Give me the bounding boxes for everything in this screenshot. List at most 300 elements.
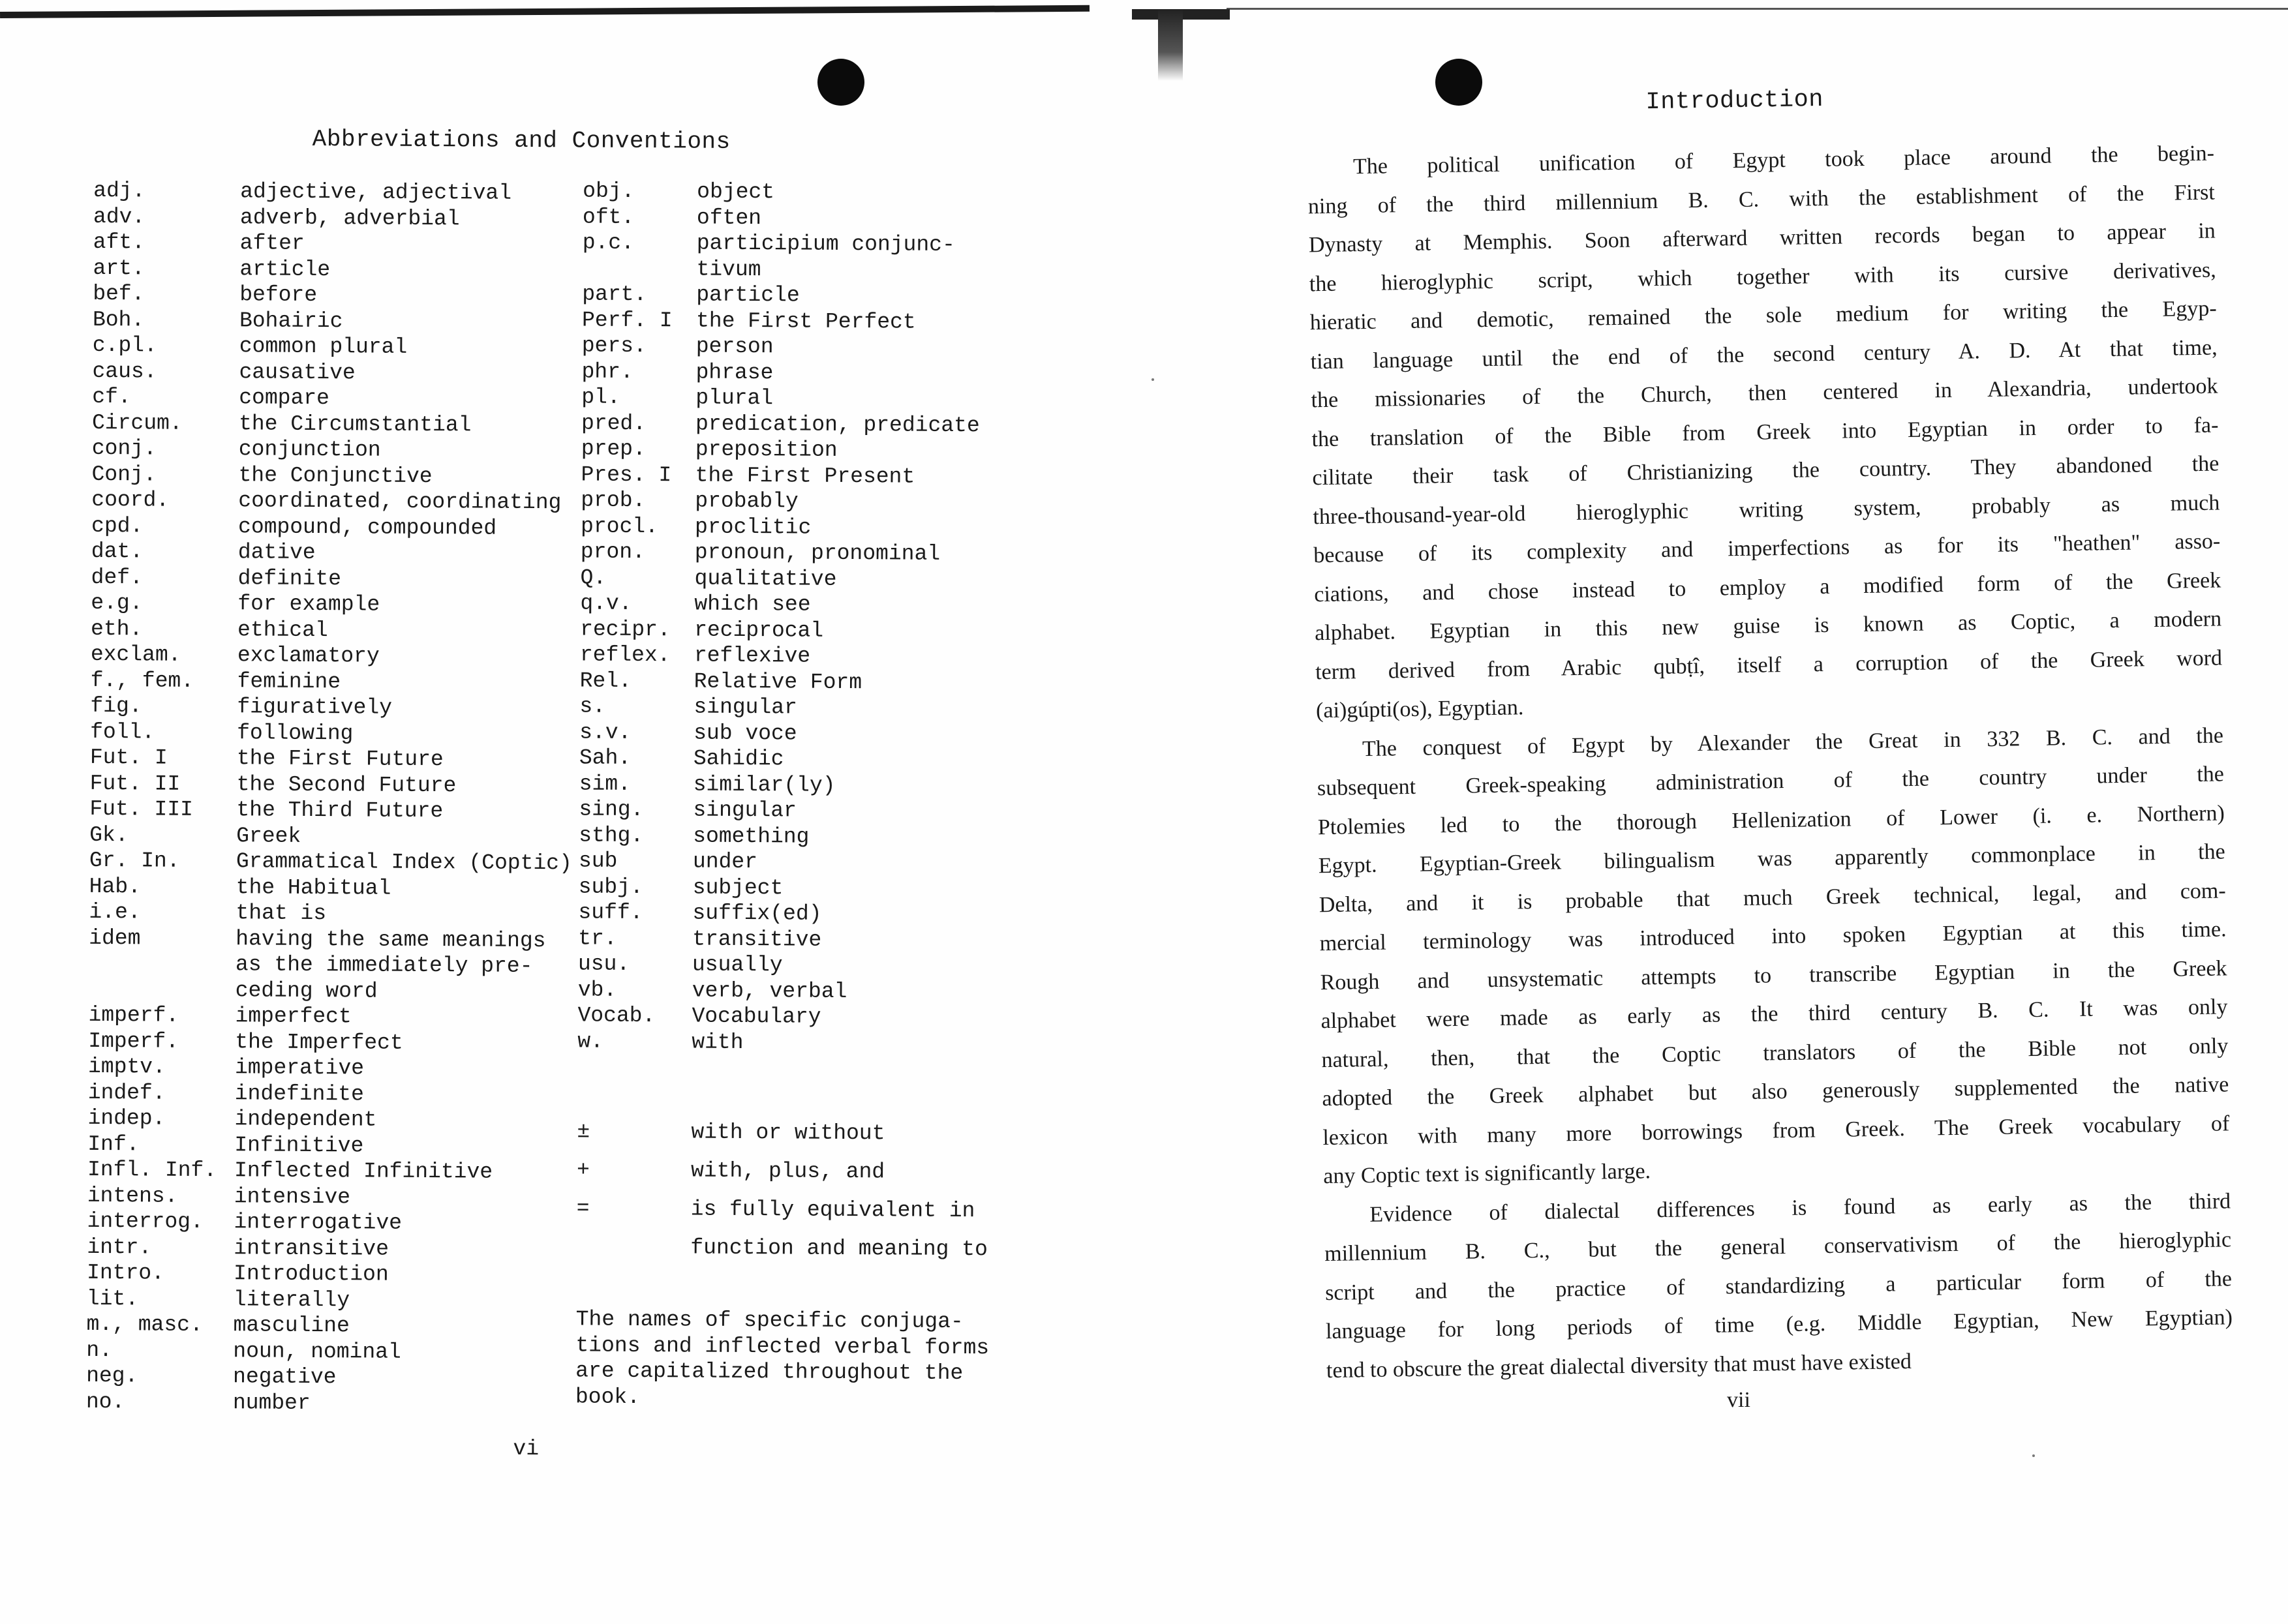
abbreviation-meaning: imperfect [235, 1004, 352, 1029]
abbreviation-meaning: the First Perfect [695, 308, 916, 335]
introduction-body [1307, 134, 2234, 1391]
text-line: alphabet. Egyptian in this new guise is known as Coptic, a modern [1314, 607, 2222, 646]
abbreviation-row [88, 1079, 571, 1108]
abbreviation-meaning: compound, compounded [237, 514, 497, 541]
abbreviation-term: Gk. [89, 822, 129, 847]
conventions-note: The names of specific conjuga- tions and inflected verbal forms are capitalized throughout the book. [575, 1307, 990, 1409]
page-number-left: vi [513, 1436, 540, 1462]
abbreviation-meaning: preposition [695, 437, 838, 462]
text-line: tian language until the end of the second century A. D. At that time, [1310, 335, 2218, 374]
abbreviation-row [583, 230, 981, 258]
abbreviation-meaning: article [239, 256, 331, 282]
abbreviation-term: prep. [581, 436, 646, 462]
abbreviation-meaning: Greek [236, 823, 301, 849]
abbreviation-meaning: probably [695, 489, 799, 514]
abbreviation-term: Hab. [89, 874, 142, 899]
abbreviation-term: Vocab. [577, 1003, 656, 1029]
abbreviation-meaning: negative [233, 1364, 337, 1390]
abbreviation-meaning: the First Present [695, 463, 915, 489]
abbreviation-term: coord. [91, 487, 170, 513]
abbreviation-meaning: the Imperfect [235, 1029, 403, 1055]
abbreviation-meaning: coordinated, coordinating [238, 489, 562, 515]
abbreviation-row [579, 719, 978, 747]
abbreviation-term: Q. [580, 565, 607, 590]
introduction-title: Introduction [1645, 85, 1824, 117]
abbreviation-term: Infl. Inf. [87, 1157, 217, 1183]
abbreviation-row [87, 1286, 570, 1314]
text-line: The political unification of Egypt took place around the begin- [1352, 141, 2215, 179]
abbreviation-meaning: function and meaning to [690, 1235, 988, 1262]
abbreviation-term: Imperf. [88, 1029, 179, 1054]
abbreviation-term: c.pl. [92, 333, 157, 358]
abbreviation-term: foll. [90, 719, 155, 744]
left-page [0, 0, 1076, 1624]
abbreviation-meaning: which see [694, 592, 811, 617]
abbreviation-row [91, 616, 573, 644]
abbreviation-row [86, 1389, 569, 1417]
abbreviation-term: pron. [580, 539, 645, 565]
abbreviation-row [581, 436, 980, 464]
abbreviation-term: Conj. [91, 462, 157, 487]
abbreviation-term: = [576, 1196, 590, 1221]
abbreviation-row [91, 487, 574, 516]
abbreviation-meaning: the Conjunctive [238, 462, 433, 489]
abbreviation-term [576, 1227, 690, 1267]
abbreviation-term: m., masc. [86, 1312, 203, 1337]
abbreviation-meaning: Bohairic [239, 308, 343, 333]
abbreviation-meaning: figuratively [237, 695, 393, 720]
abbreviation-term: p.c. [582, 230, 635, 255]
abbreviation-column-2 [577, 178, 981, 1057]
abbreviation-term: w. [577, 1029, 603, 1054]
abbreviation-row [91, 539, 574, 567]
abbreviation-row [578, 951, 977, 979]
abbreviation-term: bef. [93, 281, 145, 307]
abbreviation-meaning: object [697, 179, 775, 205]
text-line: because of its complexity and imperfections as for its "heathen" asso- [1313, 529, 2221, 568]
abbreviation-meaning: imperative [234, 1055, 365, 1081]
abbreviation-row [88, 1054, 571, 1083]
abbreviation-row [91, 461, 574, 490]
abbreviation-term: usu. [577, 952, 630, 976]
abbreviation-term: indep. [87, 1105, 166, 1131]
abbreviation-meaning: common plural [239, 334, 408, 359]
text-line: language for long periods of time (e.g. Middle Egyptian, New Egyptian) [1325, 1305, 2233, 1344]
abbreviation-meaning: is fully equivalent in [690, 1197, 975, 1224]
abbreviation-row [579, 874, 977, 902]
abbreviation-meaning: with [692, 1030, 744, 1055]
abbreviation-term: n. [86, 1338, 113, 1362]
abbreviation-term: q.v. [580, 591, 632, 616]
abbreviation-meaning: participium conjunc- [696, 231, 955, 257]
symbol-row [577, 1189, 988, 1230]
abbreviation-row [91, 513, 574, 541]
text-line: tend to obscure the great dialectal diversity that must have existed [1326, 1349, 1912, 1383]
abbreviation-row [89, 899, 572, 928]
text-line: lexicon with many more borrowings from Greek. The Greek vocabulary of [1322, 1111, 2230, 1150]
abbreviation-row [583, 178, 981, 206]
abbreviation-row [580, 565, 979, 593]
abbreviation-meaning: with, plus, and [690, 1158, 885, 1184]
scan-speck [1152, 378, 1154, 381]
abbreviation-term: imptv. [87, 1054, 166, 1079]
abbreviation-row [87, 1260, 570, 1289]
abbreviation-row [582, 307, 981, 335]
abbreviation-row [89, 925, 572, 954]
abbreviation-row [581, 539, 979, 567]
abbreviation-meaning: intensive [234, 1184, 351, 1209]
abbreviation-term: Perf. I [581, 307, 673, 333]
abbreviation-term [582, 256, 696, 282]
abbreviation-column-1 [86, 178, 576, 1417]
page-number-right: vii [1727, 1388, 1750, 1412]
text-line: the translation of the Bible from Greek into Egyptian in order to fa- [1311, 412, 2219, 451]
abbreviation-meaning: having the same meanings [236, 926, 546, 953]
abbreviation-meaning: ethical [237, 617, 328, 642]
abbreviation-meaning: reciprocal [694, 618, 824, 643]
text-line: the missionaries of the Church, then centered in Alexandria, undertook [1311, 374, 2218, 413]
abbreviation-meaning: intransitive [234, 1235, 389, 1261]
abbreviation-row [581, 513, 979, 541]
abbreviation-meaning: adverb, adverbial [239, 205, 460, 231]
abbreviation-term: sing. [579, 797, 644, 822]
abbreviation-term: Intro. [86, 1260, 165, 1286]
abbreviation-row [86, 1312, 569, 1340]
abbreviation-meaning: sub voce [694, 721, 797, 745]
abbreviation-term: part. [582, 282, 647, 307]
abbreviation-meaning: as the immediately pre- [235, 952, 533, 979]
abbreviation-term: no. [85, 1389, 125, 1414]
abbreviation-term: tr. [578, 925, 617, 951]
abbreviation-meaning: interrogative [234, 1210, 403, 1235]
text-line: subsequent Greek-speaking administration of the country under the [1317, 762, 2225, 801]
abbreviation-row [93, 178, 576, 207]
abbreviation-row [87, 1157, 570, 1186]
abbreviation-term: reflex. [579, 642, 671, 668]
abbreviation-term: subj. [578, 874, 643, 899]
abbreviation-meaning: plural [695, 385, 774, 411]
text-line: the hieroglyphic script, which together with its cursive derivatives, [1309, 257, 2216, 296]
abbreviation-meaning: exclamatory [237, 643, 380, 669]
abbreviation-term: s. [579, 694, 606, 719]
abbreviation-term: e.g. [91, 590, 143, 616]
abbreviation-meaning: Inflected Infinitive [234, 1158, 493, 1184]
text-line: any Coptic text is significantly large. [1323, 1159, 1651, 1189]
abbreviation-row [579, 796, 977, 824]
abbreviation-row [89, 796, 572, 825]
symbol-row [577, 1112, 988, 1153]
abbreviation-row [89, 873, 572, 902]
abbreviation-row [89, 822, 572, 850]
abbreviation-row [93, 203, 576, 232]
abbreviation-row [581, 410, 980, 438]
text-line: Dynasty at Memphis. Soon afterward written records began to appear in [1308, 218, 2216, 258]
abbreviation-term: Pres. I [581, 462, 672, 487]
abbreviation-row [580, 668, 979, 696]
abbreviation-term: lit. [86, 1286, 139, 1311]
abbreviation-term: aft. [93, 230, 145, 255]
abbreviation-meaning: Grammatical Index (Coptic) [236, 849, 572, 876]
abbreviation-term: i.e. [89, 899, 141, 925]
abbreviation-row [93, 333, 575, 361]
abbreviation-meaning: Introduction [233, 1261, 389, 1287]
abbreviation-meaning: Infinitive [234, 1132, 364, 1158]
abbreviation-meaning: tivum [696, 257, 761, 282]
text-line: The conquest of Egypt by Alexander the Great in 332 B. C. and the [1362, 723, 2224, 761]
abbreviation-meaning: predication, predicate [695, 412, 980, 438]
abbreviation-term: cf. [92, 384, 131, 410]
abbreviation-term: art. [93, 256, 145, 280]
abbreviation-meaning: compare [239, 385, 330, 411]
text-line: Rough and unsystematic attempts to transcribe Egyptian in the Greek [1320, 955, 2227, 995]
abbreviation-row [579, 822, 977, 850]
text-line: Egypt. Egyptian-Greek bilingualism was apparently commonplace in the [1318, 839, 2225, 879]
abbreviation-meaning: adjective, adjectival [240, 179, 512, 205]
abbreviation-row [90, 693, 573, 722]
abbreviation-meaning: ceding word [235, 978, 378, 1004]
abbreviation-term: adv. [93, 204, 145, 229]
abbreviation-meaning: causative [239, 359, 356, 385]
abbreviation-meaning: proclitic [694, 515, 812, 540]
abbreviation-meaning: independent [234, 1107, 377, 1132]
symbol-row [577, 1150, 988, 1192]
abbreviation-term: fig. [90, 693, 142, 719]
abbreviation-meaning: feminine [237, 669, 341, 694]
abbreviation-meaning: the First Future [236, 746, 444, 772]
abbreviation-term: procl. [580, 513, 659, 539]
abbreviation-row [582, 333, 981, 361]
right-page [1279, 0, 2288, 1617]
abbreviation-row [583, 204, 981, 232]
text-line: natural, then, that the Coptic translators of the Bible not only [1321, 1033, 2229, 1072]
abbreviation-term: neg. [86, 1363, 138, 1389]
abbreviation-row [580, 642, 979, 670]
abbreviation-row [581, 487, 979, 515]
text-line: ning of the third millennium B. C. with the establishment of the First [1307, 180, 2216, 218]
abbreviation-row [92, 436, 575, 464]
abbreviation-term: exclam. [90, 642, 181, 667]
abbreviation-term: caus. [92, 359, 157, 383]
abbreviation-row [579, 693, 978, 721]
abbreviation-meaning: suffix(ed) [692, 901, 822, 926]
abbreviation-meaning: Vocabulary [692, 1004, 821, 1029]
abbreviation-row [87, 1209, 570, 1237]
abbreviation-row [578, 977, 977, 1005]
abbreviation-row [581, 462, 979, 490]
abbreviation-meaning: qualitative [694, 566, 837, 592]
abbreviation-term: s.v. [579, 719, 632, 745]
abbreviation-term: intens. [87, 1183, 178, 1209]
text-line: millennium B. C., but the general conservativism of the hieroglyphic [1324, 1227, 2232, 1267]
abbreviation-meaning: the Circumstantial [238, 411, 472, 437]
abbreviation-row [579, 848, 977, 876]
text-line: script and the practice of standardizing a particular form of the [1324, 1266, 2233, 1305]
text-line: adopted the Greek alphabet but also generously supplemented the native [1322, 1072, 2229, 1111]
abbreviation-meaning: particle [696, 282, 800, 308]
abbreviation-row [579, 745, 978, 773]
abbreviation-row [87, 1234, 570, 1263]
abbreviation-meaning: often [696, 205, 762, 230]
abbreviation-row [577, 1029, 976, 1057]
scan-speck [2032, 1454, 2035, 1457]
abbreviation-meaning: definite [237, 565, 342, 591]
text-line: Ptolemies led to the thorough Hellenization of Lower (i. e. Northern) [1317, 800, 2225, 839]
abbreviation-row [88, 1028, 571, 1057]
abbreviation-meaning: something [693, 824, 810, 849]
abbreviation-meaning: number [232, 1390, 311, 1415]
abbreviation-term: sub [578, 849, 618, 873]
abbreviation-term: pred. [581, 410, 647, 436]
abbreviation-term [89, 976, 236, 1003]
abbreviation-row [91, 564, 573, 593]
abbreviation-term: f., fem. [90, 668, 194, 693]
abbreviation-term: pl. [581, 385, 620, 410]
abbreviation-term: eth. [91, 616, 143, 641]
abbreviation-row [90, 770, 573, 799]
abbreviation-term: sthg. [579, 822, 644, 848]
abbreviation-term: Fut. II [89, 771, 181, 796]
abbreviation-meaning: the Third Future [236, 798, 444, 824]
abbreviation-meaning: reflexive [694, 643, 811, 669]
abbreviations-title: Abbreviations and Conventions [312, 125, 731, 155]
abbreviation-meaning: usually [692, 952, 783, 978]
abbreviation-row [93, 307, 575, 335]
abbreviation-row [91, 590, 573, 619]
abbreviation-meaning: pronoun, pronominal [694, 540, 941, 566]
abbreviation-meaning: singular [693, 798, 797, 823]
abbreviation-row [87, 1131, 570, 1160]
abbreviation-meaning: the Second Future [236, 772, 457, 798]
abbreviation-meaning: Sahidic [693, 746, 784, 772]
abbreviation-row [86, 1363, 569, 1392]
text-line: Delta, and it is probable that much Greek technical, legal, and com- [1319, 878, 2226, 917]
abbreviation-meaning: verb, verbal [692, 978, 847, 1004]
abbreviation-meaning: transitive [692, 927, 822, 952]
abbreviation-row [88, 1002, 571, 1031]
text-line: three-thousand-year-old hieroglyphic writing system, probably as much [1313, 490, 2220, 529]
abbreviation-row [93, 230, 576, 258]
abbreviation-meaning: literally [233, 1287, 350, 1312]
abbreviation-row [86, 1337, 569, 1366]
abbreviation-term [89, 951, 236, 978]
abbreviation-meaning: similar(ly) [693, 772, 836, 798]
abbreviation-term: Gr. In. [89, 848, 180, 873]
abbreviation-row [582, 281, 981, 309]
text-line: Evidence of dialectal differences is found as early as the third [1369, 1188, 2231, 1227]
abbreviation-term: obj. [583, 179, 635, 203]
abbreviation-meaning: the Habitual [236, 875, 391, 901]
abbreviation-term: Sah. [579, 745, 632, 770]
abbreviation-term: phr. [581, 359, 633, 384]
abbreviation-row [582, 256, 981, 284]
abbreviation-meaning: Relative Form [694, 669, 862, 695]
abbreviation-meaning: for example [237, 592, 380, 617]
abbreviation-term: Fut. I [89, 745, 168, 770]
abbreviation-row [93, 281, 575, 310]
abbreviation-row [578, 925, 977, 954]
abbreviation-term: idem [89, 925, 141, 950]
abbreviation-row [87, 1105, 570, 1134]
abbreviation-term: prob. [581, 488, 646, 513]
abbreviation-term: oft. [582, 204, 635, 230]
abbreviation-row [577, 1002, 976, 1030]
abbreviation-row [90, 719, 573, 747]
abbreviation-row [91, 642, 573, 670]
text-line: term derived from Arabic qubṭî, itself a corruption of the Greek word [1315, 645, 2223, 684]
symbol-list [576, 1112, 988, 1269]
abbreviation-row [93, 255, 575, 284]
text-line: ciations, and chose instead to employ a modified form of the Greek [1314, 567, 2221, 607]
abbreviation-term: intr. [87, 1235, 152, 1259]
abbreviation-meaning: with or without [691, 1120, 885, 1146]
abbreviation-term: indef. [87, 1080, 166, 1105]
abbreviation-term: ± [577, 1119, 590, 1144]
abbreviation-row [92, 410, 575, 438]
abbreviation-meaning: subject [692, 875, 784, 900]
abbreviation-term: pers. [581, 333, 647, 359]
abbreviation-term: interrog. [87, 1209, 204, 1234]
abbreviation-meaning: noun, nominal [233, 1338, 401, 1364]
abbreviation-row [90, 745, 573, 774]
abbreviation-term: + [576, 1158, 590, 1182]
abbreviation-row [581, 359, 980, 387]
abbreviation-meaning: that is [236, 901, 327, 926]
abbreviation-term: dat. [91, 539, 144, 564]
abbreviation-row [91, 667, 573, 696]
abbreviation-meaning: under [692, 849, 758, 875]
abbreviation-term: imperf. [88, 1002, 179, 1028]
abbreviation-row [578, 899, 977, 927]
abbreviation-row [89, 976, 572, 1005]
abbreviation-row [579, 771, 978, 799]
abbreviation-meaning: dative [237, 540, 316, 565]
abbreviation-row [89, 951, 572, 980]
abbreviation-meaning: after [239, 231, 305, 256]
abbreviation-meaning: before [239, 282, 318, 307]
abbreviation-meaning: masculine [233, 1313, 350, 1338]
abbreviation-term: def. [91, 565, 143, 590]
abbreviation-meaning: person [695, 334, 774, 359]
text-line: alphabet were made as early as the third century B. C. It was only [1320, 995, 2228, 1034]
symbol-row [576, 1227, 988, 1269]
abbreviation-term: recipr. [580, 616, 671, 642]
abbreviation-row [92, 384, 575, 413]
text-line: mercial terminology was introduced into spoken Egyptian at this time. [1319, 917, 2227, 956]
abbreviation-term: sim. [579, 771, 632, 796]
abbreviation-meaning: singular [694, 695, 797, 720]
abbreviation-row [580, 590, 979, 618]
abbreviation-term: suff. [578, 900, 643, 925]
abbreviation-row [581, 384, 980, 412]
text-line: cilitate their task of Christianizing the country. They abandoned the [1312, 451, 2219, 490]
abbreviation-term: vb. [577, 977, 617, 1002]
abbreviation-meaning: phrase [695, 360, 774, 385]
abbreviation-term: conj. [91, 436, 157, 461]
abbreviation-row [87, 1182, 570, 1211]
abbreviation-meaning: following [237, 720, 354, 745]
abbreviation-row [92, 358, 575, 387]
abbreviation-meaning: indefinite [234, 1081, 364, 1106]
abbreviation-term: Fut. III [89, 796, 193, 822]
abbreviation-term: Boh. [92, 307, 145, 332]
abbreviation-term: adj. [93, 178, 145, 203]
abbreviation-term: cpd. [91, 513, 144, 538]
text-line: (ai)gúpti(os), Egyptian. [1315, 695, 1524, 723]
abbreviation-term: Inf. [87, 1132, 140, 1156]
abbreviation-row [580, 616, 979, 644]
abbreviation-meaning: conjunction [238, 437, 381, 462]
binding-mark-drip [1158, 9, 1183, 81]
